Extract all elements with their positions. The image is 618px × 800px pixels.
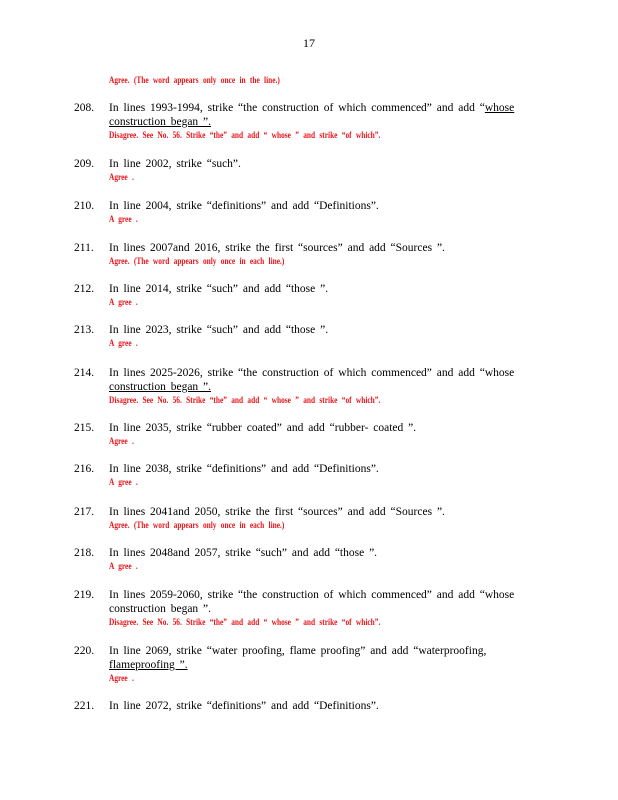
item-text: In line 2038, strike “definitions” and add “Definitions”.	[109, 463, 379, 475]
item-text: construction began ”.	[109, 381, 212, 393]
item-text: In line 2035, strike “rubber coated” and add “rubber- coated ”.	[109, 422, 417, 434]
reviewer-note: Disagree. See No. 56. Strike “the” and add “ whose ” and strike “of which”.	[109, 395, 381, 405]
reviewer-note: A gree .	[109, 338, 138, 348]
item-number: 210.	[74, 200, 95, 212]
reviewer-note: Disagree. See No. 56. Strike “the” and add “ whose ” and strike “of which”.	[109, 617, 381, 627]
reviewer-note: A gree .	[109, 561, 138, 571]
item-number: 209.	[74, 158, 95, 170]
item-text: construction began ”.	[109, 603, 212, 615]
item-text: In line 2014, strike “such” and add “those ”.	[109, 283, 329, 295]
item-number: 213.	[74, 324, 95, 336]
item-number: 211.	[74, 242, 94, 254]
reviewer-note: A gree .	[109, 297, 138, 307]
item-text: construction began ”.	[109, 116, 212, 128]
item-text: In lines 1993-1994, strike “the construction of which commenced” and add “whose	[109, 102, 515, 114]
item-text: In line 2072, strike “definitions” and add “Definitions”.	[109, 700, 379, 712]
reviewer-note: A gree .	[109, 477, 138, 487]
item-number: 220.	[74, 645, 95, 657]
reviewer-note: Agree. (The word appears only once in the line.)	[109, 75, 280, 85]
item-number: 212.	[74, 283, 95, 295]
item-number: 208.	[74, 102, 95, 114]
item-text: In lines 2025-2026, strike “the construction of which commenced” and add “whose	[109, 367, 515, 379]
item-number: 218.	[74, 547, 95, 559]
item-number: 219.	[74, 589, 95, 601]
item-text: In line 2002, strike “such”.	[109, 158, 241, 170]
item-text: In line 2004, strike “definitions” and add “Definitions”.	[109, 200, 379, 212]
reviewer-note: Agree. (The word appears only once in each line.)	[109, 520, 285, 530]
item-number: 214.	[74, 367, 95, 379]
reviewer-note: Agree .	[109, 673, 134, 683]
page-number: 17	[303, 36, 315, 50]
item-text: In lines 2059-2060, strike “the construction of which commenced” and add “whose	[109, 589, 515, 601]
item-text: In line 2069, strike “water proofing, flame proofing” and add “waterproofing,	[109, 645, 487, 657]
item-number: 216.	[74, 463, 95, 475]
reviewer-note: A gree .	[109, 214, 138, 224]
reviewer-note: Agree .	[109, 436, 134, 446]
item-text: flameproofing ”.	[109, 659, 188, 671]
reviewer-note: Agree .	[109, 172, 134, 182]
item-text: In line 2023, strike “such” and add “those ”.	[109, 324, 329, 336]
item-text: In lines 2041and 2050, strike the first “sources” and add “Sources ”.	[109, 506, 445, 518]
reviewer-note: Agree. (The word appears only once in each line.)	[109, 256, 285, 266]
item-text: In lines 2048and 2057, strike “such” and add “those ”.	[109, 547, 378, 559]
item-text: In lines 2007and 2016, strike the first “sources” and add “Sources ”.	[109, 242, 445, 254]
item-number: 217.	[74, 506, 95, 518]
reviewer-note: Disagree. See No. 56. Strike “the” and add “ whose ” and strike “of which”.	[109, 130, 381, 140]
item-number: 215.	[74, 422, 95, 434]
item-number: 221.	[74, 700, 95, 712]
